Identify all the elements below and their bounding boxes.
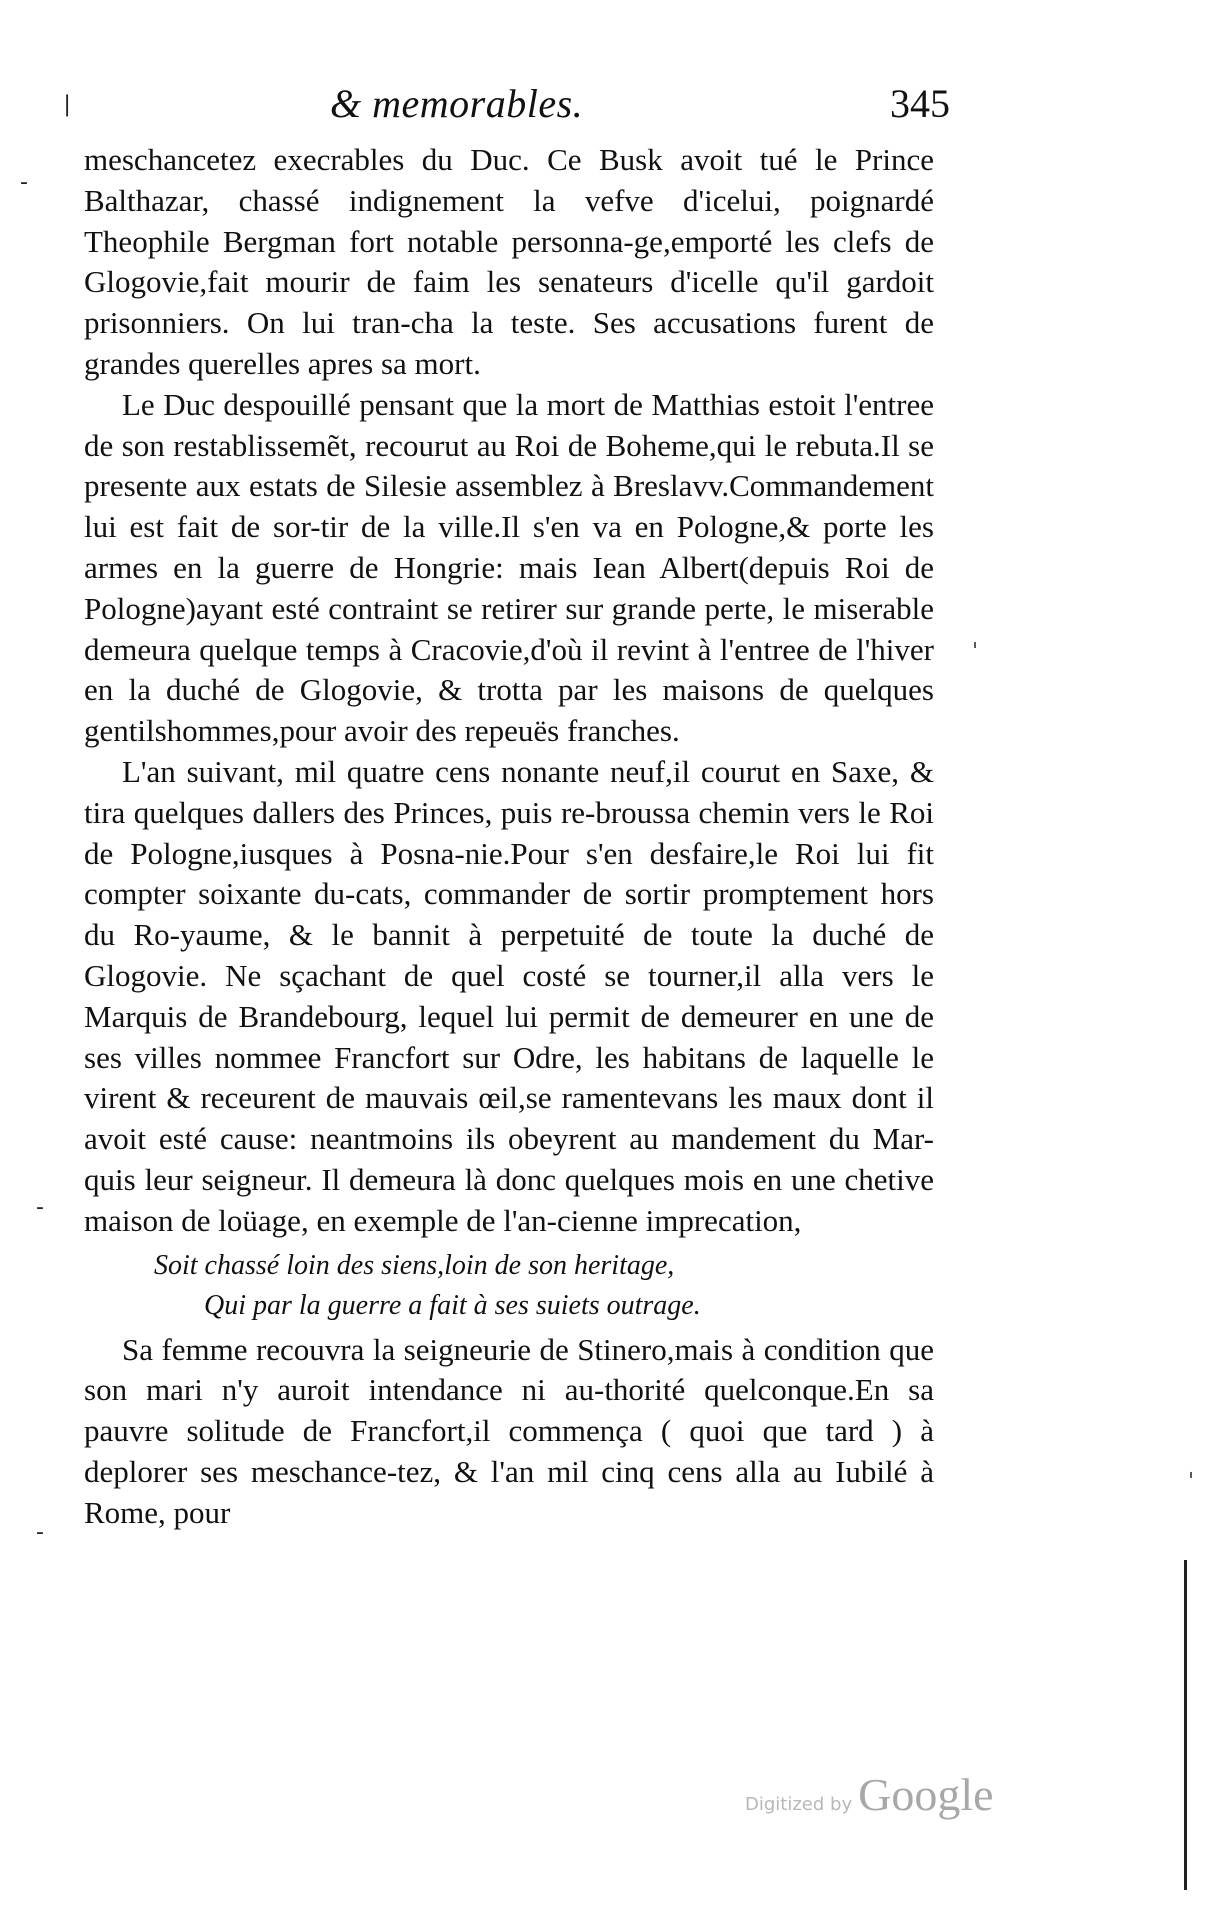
margin-tick-mark: ˈ (972, 640, 979, 665)
running-title: & memorables. (330, 81, 584, 126)
margin-dash-mark: ‐ (36, 1195, 44, 1220)
gutter-edge-line (1184, 1560, 1187, 1890)
running-head (60, 80, 950, 140)
verse-quotation (84, 1246, 934, 1326)
google-logo: Google (858, 1769, 994, 1820)
margin-dash-mark: ‐ (20, 170, 28, 195)
margin-dash-mark: ‐ (36, 1520, 44, 1545)
margin-stroke-mark: ❘ (58, 92, 77, 117)
verse-line-1: Soit chassé loin des siens,loin de son heritage, (154, 1249, 675, 1281)
page-number: 345 (890, 81, 950, 126)
paragraph-4: Sa femme recouvra la seigneurie de Stinero,mais à condition que son mari n'y auroit intendance ni au-thorité quelconque.En sa pauvre solitude de Francfort,il commença ( quoi que tard ) à deplorer ses meschance-tez, & l'an mil cinq cens alla au Iubilé à Rome, pour (84, 1331, 934, 1530)
margin-tick-mark: ˈ (1188, 1470, 1195, 1495)
paragraph-2: Le Duc despouillé pensant que la mort de Matthias estoit l'entree de son restablissemẽt, recourut au Roi de Boheme,qui le rebuta.Il se presente aux estats de Silesie assemblez à Breslavv.Commandement lui est fait de sor-tir de la ville.Il s'en va en Pologne,& porte les armes en la guerre de Hongrie: mais Iean Albert(depuis Roi de Pologne)ayant esté contraint se retirer sur grande perte, le miserable demeura quelque temps à Cracovie,d'où il revint à l'entree de l'hiver en la duché de Glogovie, & trotta par les maisons de quelques gentilshommes,pour avoir des repeuës franches. (84, 386, 934, 749)
paragraph-3: L'an suivant, mil quatre cens nonante neuf,il courut en Saxe, & tira quelques dallers des Princes, puis re-broussa chemin vers le Roi de Pologne,iusques à Posna-nie.Pour s'en desfaire,le Roi lui fit compter soixante du-cats, commander de sortir promptement hors du Ro-yaume, & le bannit à perpetuité de toute la duché de Glogovie. Ne sçachant de quel costé se tourner,il alla vers le Marquis de Brandebourg, lequel lui permit de demeurer en une de ses villes nommee Francfort sur Odre, les habitans de laquelle le virent & receurent de mauvais œil,se ramentevans les maux dont il avoit esté cause: neantmoins ils obeyrent au mandement du Mar-quis leur seigneur. Il demeura là donc quelques mois en une chetive maison de loüage, en exemple de l'an-cienne imprecation, (84, 753, 934, 1238)
paragraph-1: meschancetez execrables du Duc. Ce Busk avoit tué le Prince Balthazar, chassé indignement la vefve d'icelui, poignardé Theophile Bergman fort notable personna-ge,emporté les clefs de Glogovie,fait mourir de faim les senateurs d'icelle qu'il gardoit prisonniers. On lui tran-cha la teste. Ses accusations furent de grandes querelles apres sa mort. (84, 142, 934, 381)
main-text (84, 140, 934, 1534)
verse-line-2: Qui par la guerre a fait à ses suiets outrage. (204, 1289, 701, 1321)
digitized-watermark (745, 1768, 994, 1821)
digitized-by-text: Digitized by (745, 1794, 853, 1815)
